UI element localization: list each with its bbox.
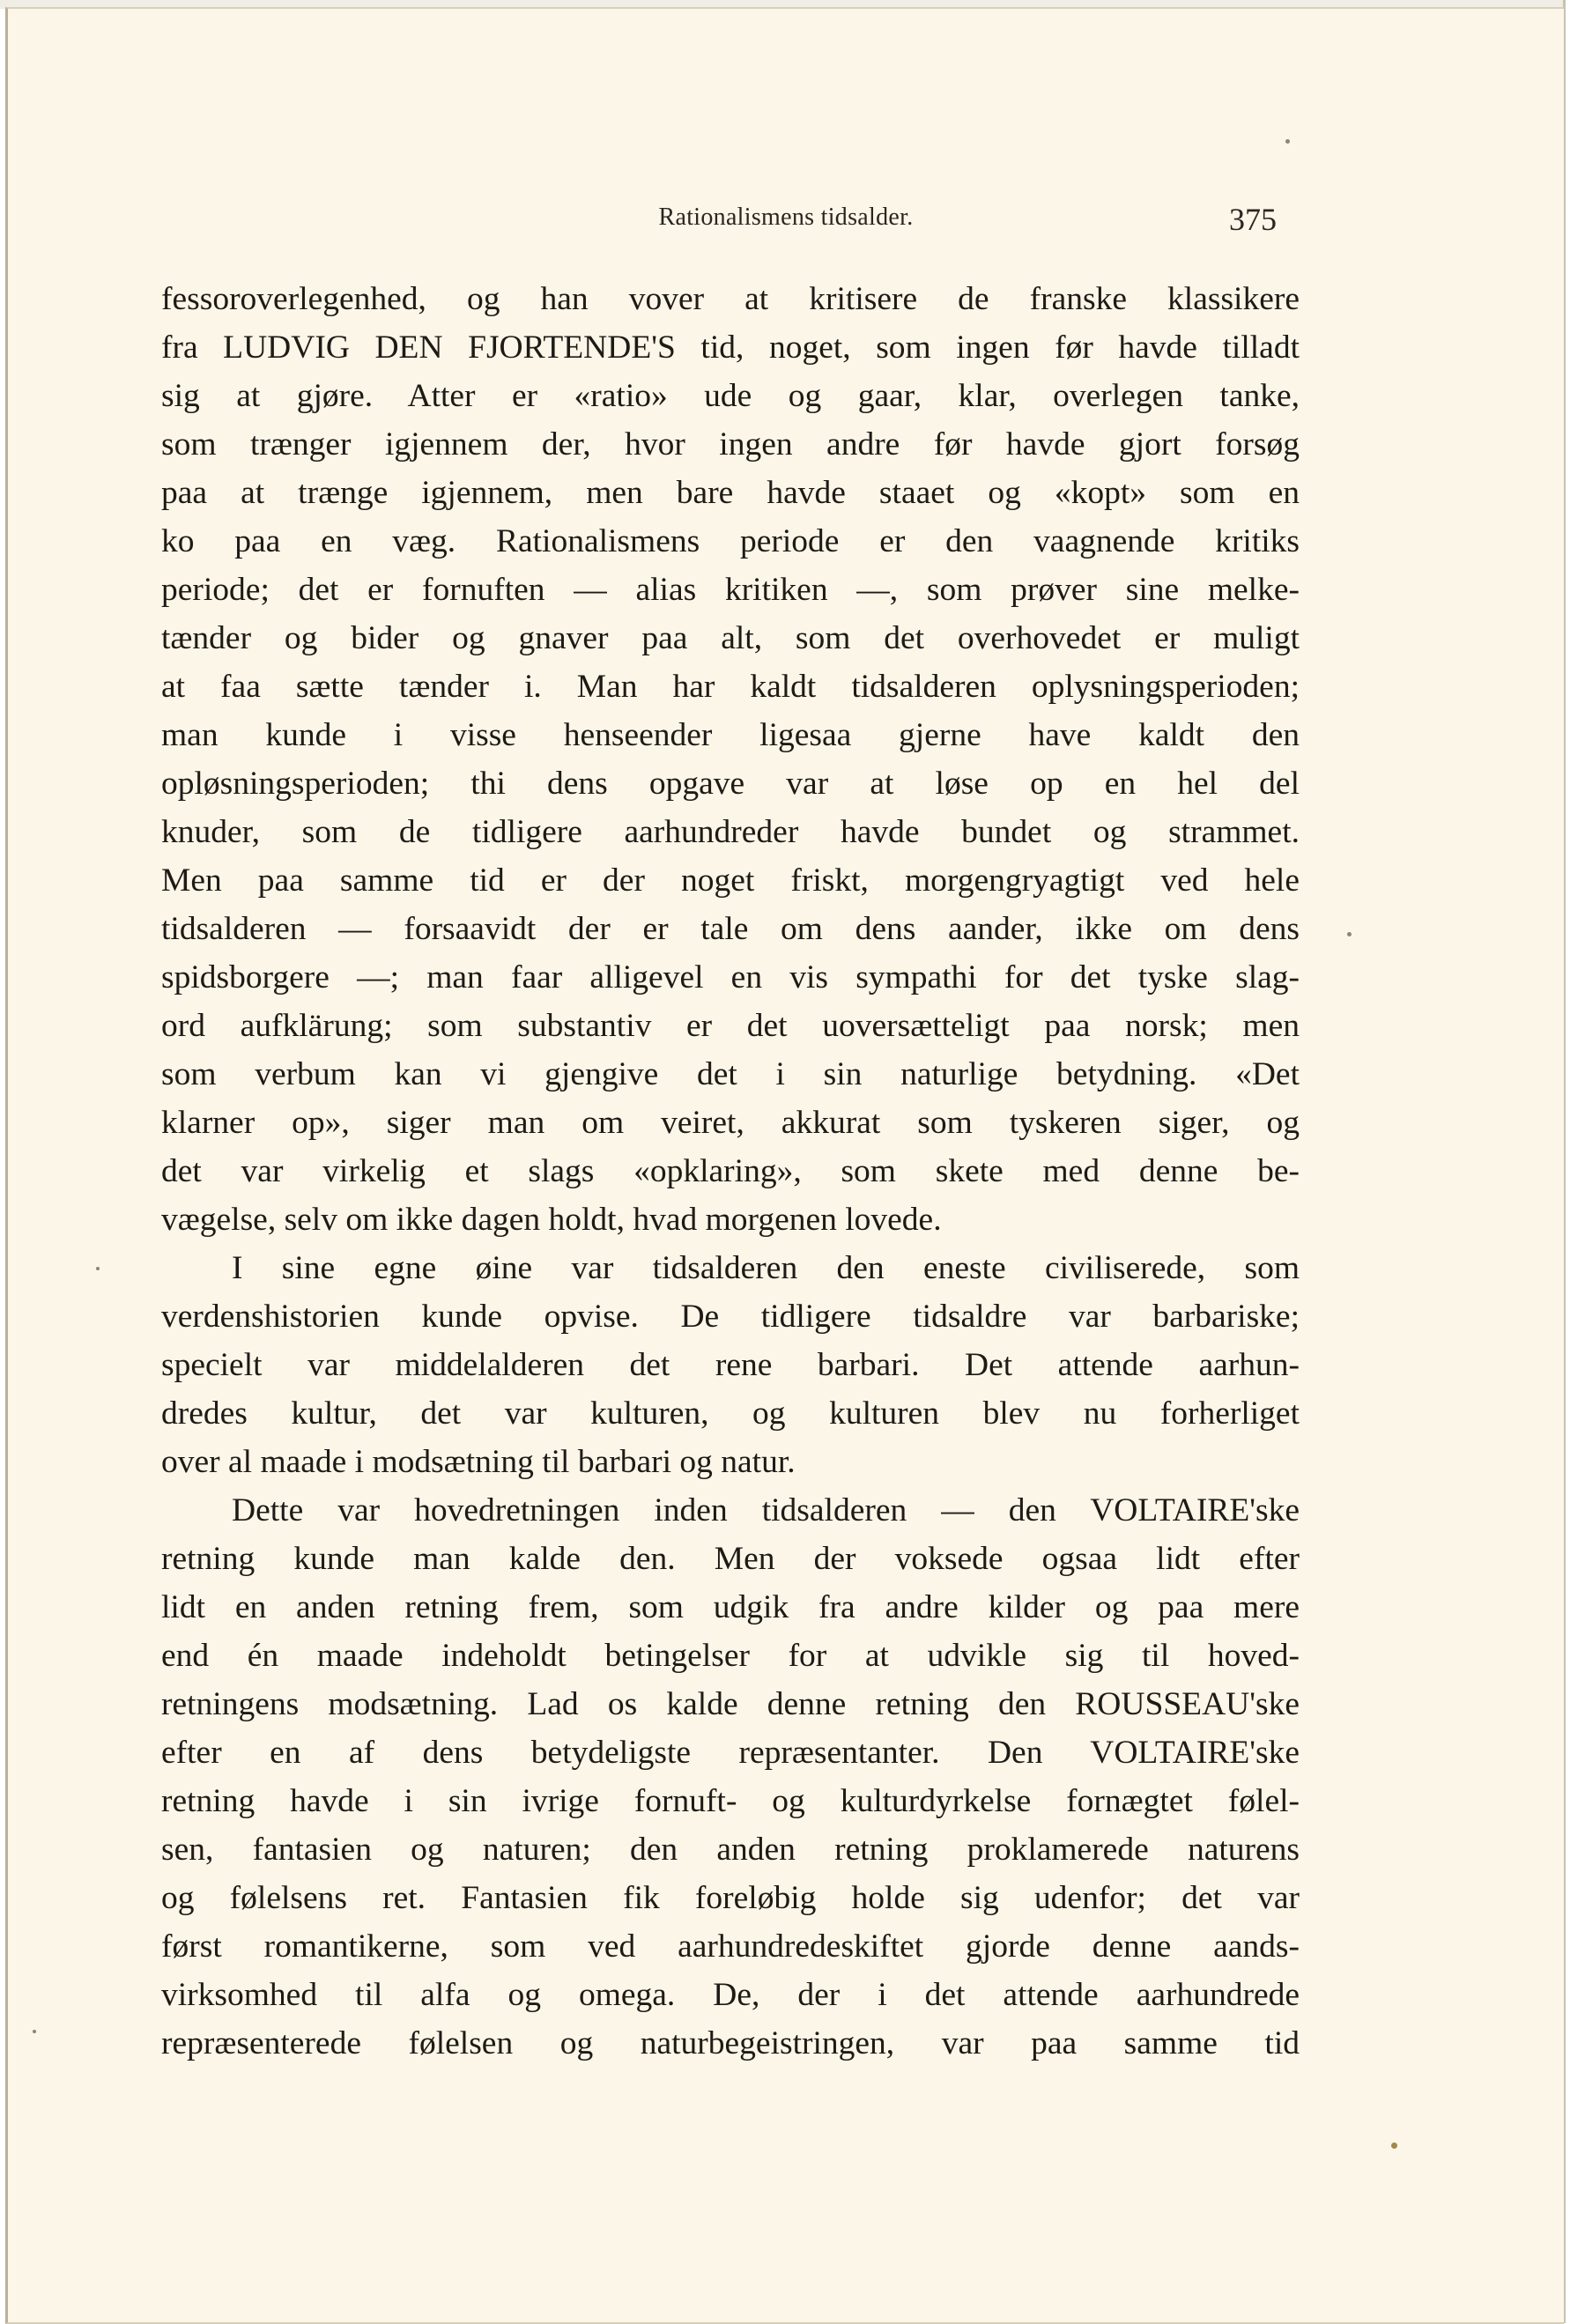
text-line: tidsalderen — forsaavidt der er tale om dens aander, ikke om dens [161,911,1300,947]
text-line: og følelsens ret. Fantasien fik foreløbig holde sig udenfor; det var [161,1880,1300,1916]
text-line: specielt var middelalderen det rene barbari. Det attende aarhun- [161,1347,1300,1383]
text-line: end én maade indeholdt betingelser for at udvikle sig til hoved- [161,1638,1300,1674]
text-line: sen, fantasien og naturen; den anden retning proklamerede naturens [161,1832,1300,1868]
text-line: fra LUDVIG DEN FJORTENDE'S tid, noget, som ingen før havde tilladt [161,329,1300,366]
text-line: opløsningsperioden; thi dens opgave var at løse op en hel del [161,766,1300,802]
text-line: Men paa samme tid er der noget friskt, morgengryagtigt ved hele [161,862,1300,899]
text-line: lidt en anden retning frem, som udgik fra andre kilder og paa mere [161,1589,1300,1625]
text-line: som trænger igjennem der, hvor ingen andre før havde gjort forsøg [161,426,1300,463]
paragraph-start-line: Dette var hovedretningen inden tidsalderen — den VOLTAIRE'ske [232,1492,1300,1528]
text-line: virksomhed til alfa og omega. De, der i det attende aarhundrede [161,1977,1300,2013]
text-line: spidsborgere —; man faar alligevel en vis sympathi for det tyske slag- [161,959,1300,995]
specks [96,1267,100,1270]
text-line: man kunde i visse henseender ligesaa gjerne have kaldt den [161,717,1300,753]
text-line: først romantikerne, som ved aarhundredeskiftet gjorde denne aands- [161,1928,1300,1965]
body-text [161,275,1300,2068]
text-line: det var virkelig et slags «opklaring», som skete med denne be- [161,1153,1300,1189]
paragraph-end-line: vægelse, selv om ikke dagen holdt, hvad morgenen lovede. [161,1202,942,1238]
text-line: klarner op», siger man om veiret, akkurat som tyskeren siger, og [161,1105,1300,1141]
running-head: Rationalismens tidsalder. [658,204,914,231]
text-line: som verbum kan vi gjengive det i sin naturlige betydning. «Det [161,1056,1300,1092]
text-line: sig at gjøre. Atter er «ratio» ude og gaar, klar, overlegen tanke, [161,378,1300,414]
text-line: verdenshistorien kunde opvise. De tidligere tidsaldre var barbariske; [161,1299,1300,1335]
text-line: repræsenterede følelsen og naturbegeistringen, var paa samme tid [161,2025,1300,2061]
specks [1347,932,1352,936]
text-line: retning havde i sin ivrige fornuft- og kulturdyrkelse fornægtet følel- [161,1783,1300,1819]
text-line: knuder, som de tidligere aarhundreder havde bundet og strammet. [161,814,1300,850]
text-line: efter en af dens betydeligste repræsentanter. Den VOLTAIRE'ske [161,1735,1300,1771]
text-line: paa at trænge igjennem, men bare havde staaet og «kopt» som en [161,475,1300,511]
specks [1391,2143,1397,2149]
scan-right-edge [1563,0,1585,2323]
text-line: periode; det er fornuften — alias kritiken —, som prøver sine melke- [161,572,1300,608]
text-line: ko paa en væg. Rationalismens periode er den vaagnende kritiks [161,523,1300,559]
paragraph-end-line: over al maade i modsætning til barbari og natur. [161,1444,796,1480]
book-page [5,7,1564,2324]
specks [33,2030,36,2033]
text-line: tænder og bider og gnaver paa alt, som det overhovedet er muligt [161,620,1300,656]
text-line: retningens modsætning. Lad os kalde denne retning den ROUSSEAU'ske [161,1686,1300,1722]
specks [1285,139,1290,144]
text-line: at faa sætte tænder i. Man har kaldt tidsalderen oplysningsperioden; [161,669,1300,705]
text-line: ord aufklärung; som substantiv er det uoversætteligt paa norsk; men [161,1008,1300,1044]
page-number: 375 [1229,202,1277,237]
text-line: retning kunde man kalde den. Men der voksede ogsaa lidt efter [161,1541,1300,1577]
paragraph-start-line: I sine egne øine var tidsalderen den eneste civiliserede, som [232,1250,1300,1286]
text-line: fessoroverlegenhed, og han vover at kritisere de franske klassikere [161,281,1300,317]
text-line: dredes kultur, det var kulturen, og kulturen blev nu forherliget [161,1395,1300,1432]
